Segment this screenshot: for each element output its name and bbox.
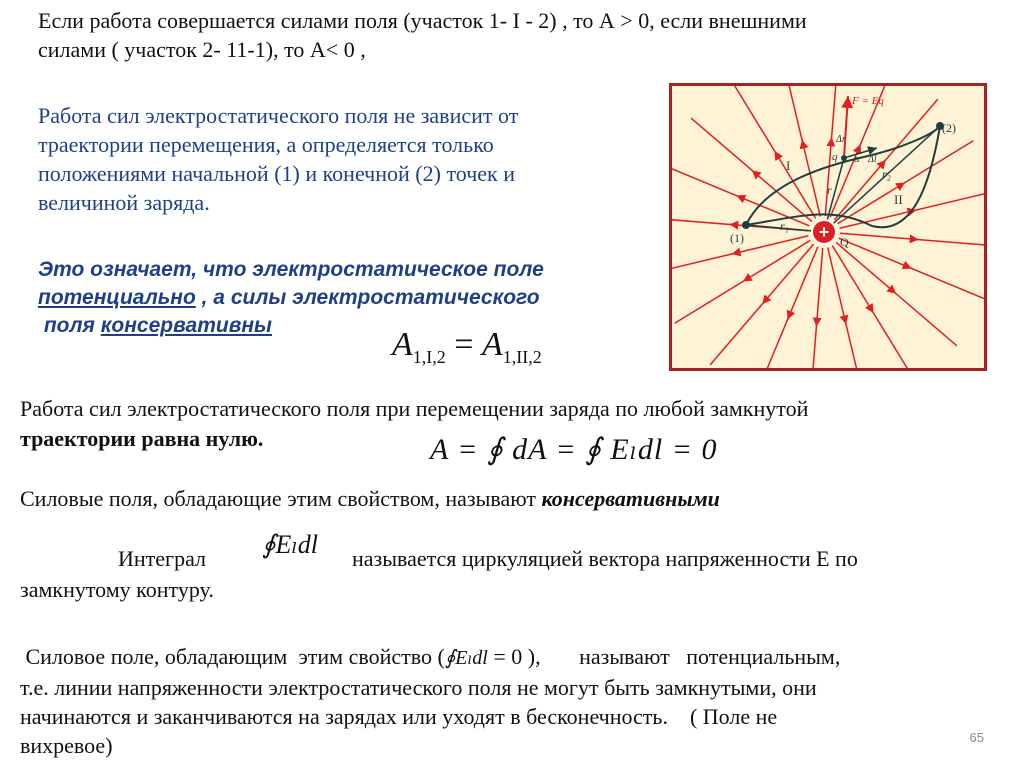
field-diagram-svg	[672, 86, 984, 368]
potential-line-4: вихревое)	[20, 733, 113, 758]
field-line	[710, 244, 813, 365]
page-number: 65	[969, 730, 984, 745]
integral-label: Интеграл	[118, 546, 206, 571]
field-line-arrow	[882, 160, 886, 165]
field-line	[840, 233, 984, 246]
conclusion-line-2	[38, 284, 678, 312]
field-line-arrow	[743, 278, 748, 281]
potential-line-3: начинаются и заканчиваются на зарядах или уходят в бесконечность. ( Поле не	[20, 704, 778, 729]
label-r1: r₁	[780, 219, 789, 233]
field-line-arrow	[788, 314, 790, 320]
charge-sign: +	[818, 222, 830, 242]
field-line-arrow	[900, 182, 905, 185]
potential-inline-integral: ∮Eₗdl	[444, 647, 488, 669]
potential-line-1-post: = 0 ), называют потенциальным,	[487, 644, 841, 669]
label-r: r	[827, 183, 832, 197]
point-one-dot	[742, 221, 750, 229]
label-point2: (2)	[942, 121, 956, 135]
eq1-lhs: A	[392, 326, 413, 363]
conservative-fields-term: консервативными	[541, 486, 720, 511]
field-line-arrow	[774, 151, 777, 156]
label-alpha: α	[854, 153, 860, 165]
field-line	[836, 242, 957, 345]
eq1-lhs-sub: 1,I,2	[412, 346, 446, 367]
field-line	[675, 240, 811, 323]
test-charge-dot	[841, 155, 847, 161]
field-line-arrow	[802, 140, 803, 146]
circulation-text: называется циркуляцией вектора напряженности Е по	[352, 546, 858, 571]
field-diagram	[669, 83, 987, 371]
work-line-4: величиной заряда.	[38, 190, 210, 215]
label-Q: Q	[840, 235, 849, 249]
field-line-arrow	[870, 308, 873, 313]
intro-line-1: Если работа совершается силами поля (участок 1- I - 2) , то А > 0, если внешними	[38, 8, 807, 33]
field-line-arrow	[858, 144, 860, 150]
field-line	[691, 118, 812, 221]
label-dr: Δr	[836, 134, 846, 145]
conservative-term: консервативны	[100, 314, 272, 337]
eq1-rhs-sub: 1,II,2	[502, 346, 542, 367]
circulation-text-line-2: замкнутому контуру.	[20, 577, 214, 602]
circulation-integral: ∮Eₗdl	[262, 530, 318, 559]
field-line	[828, 248, 865, 368]
field-line-arrow	[732, 253, 738, 254]
intro-line-2: силами ( участок 2- 11-1), то А< 0 ,	[38, 37, 366, 62]
conservative-fields-paragraph	[20, 486, 720, 512]
label-r2: r₂	[882, 167, 891, 181]
potential-field-paragraph	[20, 642, 1010, 760]
eq1-rhs: A	[481, 326, 503, 363]
work-line-1: Работа сил электростатического поля не зависит от	[38, 103, 519, 128]
field-line-arrow	[736, 196, 742, 198]
intro-paragraph	[38, 6, 978, 64]
conservative-fields-text: Силовые поля, обладающие этим свойством, называют	[20, 486, 542, 511]
work-line-3: положениями начальной (1) и конечной (2) точек и	[38, 161, 515, 186]
conclusion-line-3	[38, 312, 678, 340]
label-force: F = Eq	[852, 95, 884, 107]
field-line-arrow	[762, 300, 766, 305]
potential-line-1-pre: Силовое поле, обладающим этим свойство (	[20, 644, 445, 669]
label-path2: II	[894, 192, 903, 207]
work-line-2: траектории перемещения, а определяется только	[38, 132, 494, 157]
field-line	[810, 248, 823, 368]
work-independence-paragraph	[38, 101, 638, 217]
potential-line-1	[20, 642, 1010, 673]
label-q: q	[832, 151, 838, 163]
field-line-arrow	[906, 266, 912, 268]
closed-path-line-1: Работа сил электростатического поля при перемещении заряда по любой замкнутой	[20, 396, 809, 421]
field-line-arrow	[892, 290, 897, 294]
potential-line-2: т.е. линии напряженности электростатического поля не могут быть замкнутыми, они	[20, 675, 817, 700]
label-path1: I	[786, 158, 791, 173]
force-vector	[844, 96, 848, 158]
potential-term: потенциально	[38, 286, 196, 309]
closed-path-line-2: траектории равна нулю.	[20, 426, 264, 451]
field-line-arrow	[845, 319, 846, 325]
conclusion-line-1: Это означает, что электростатическое поле	[38, 258, 544, 281]
conclusion-line-2-rest: , а силы электростатического	[195, 286, 540, 309]
closed-loop-equation: A = ∮ dA = ∮ Eₗdl = 0	[430, 433, 718, 466]
conclusion-line-3-pre: поля	[38, 314, 101, 337]
conclusion-paragraph	[38, 256, 678, 340]
field-line	[757, 247, 818, 368]
label-dl: Δl	[868, 154, 877, 165]
label-point1: (1)	[730, 231, 744, 245]
eq1-equals: =	[445, 326, 482, 363]
work-equality-equation	[392, 326, 542, 368]
field-line-arrow	[752, 170, 757, 174]
